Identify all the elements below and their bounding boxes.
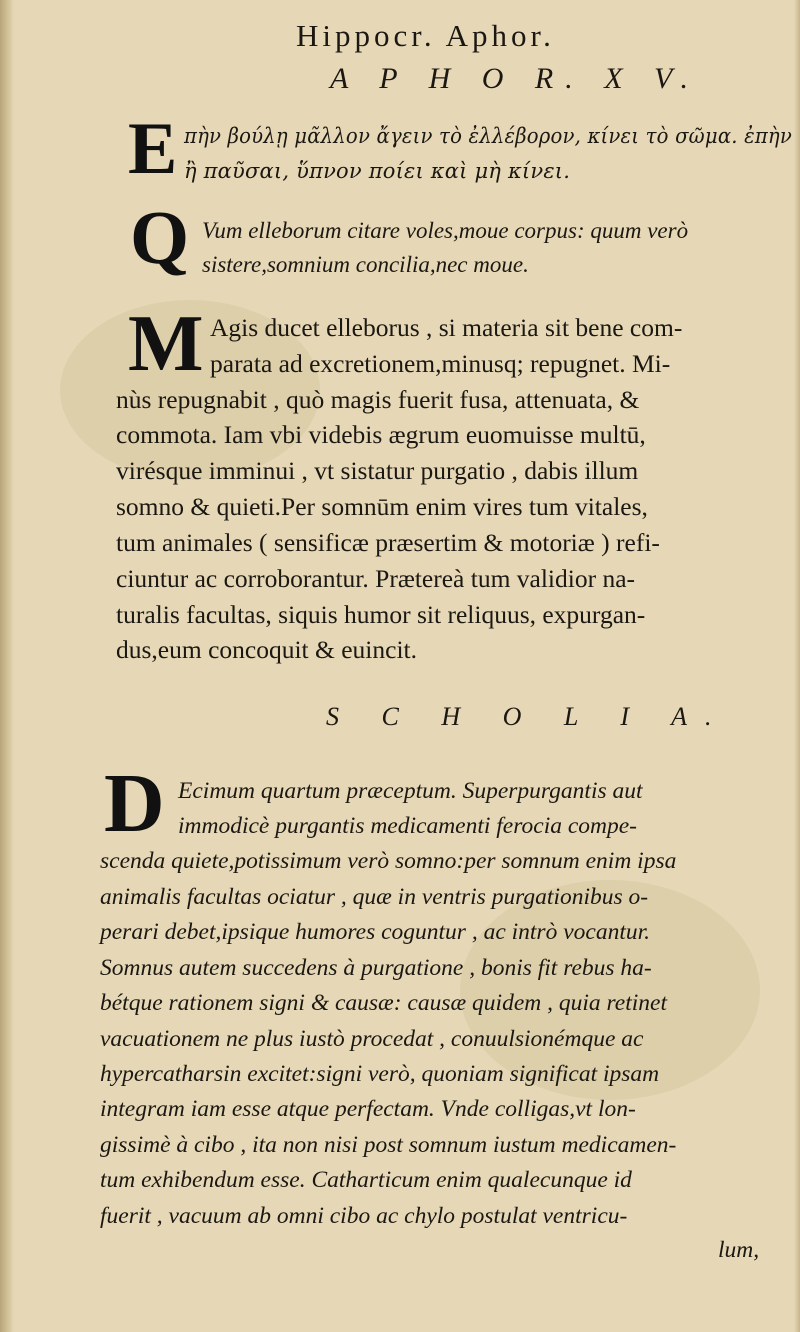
scholia-line: vacuationem ne plus iustò procedat , conuulsionémque ac <box>100 1026 644 1052</box>
scholia-line: tum exhibendum esse. Catharticum enim qualecunque id <box>100 1167 632 1193</box>
commentary-line: Agis ducet elleborus , si materia sit bene com- <box>210 313 683 342</box>
scholia-line: perari debet,ipsique humores coguntur , ac intrò vocantur. <box>100 919 651 945</box>
scholia-line: Ecimum quartum præceptum. Superpurgantis aut <box>178 778 643 804</box>
scholia-line: bétque rationem signi & causæ: causæ quidem , quia retinet <box>100 990 667 1016</box>
commentary-line: parata ad excretionem,minusq; repugnet. Mi- <box>210 349 671 378</box>
scholia-heading: S C H O L I A. <box>326 702 730 731</box>
drop-cap-greek: E <box>128 108 178 190</box>
page-gutter-shadow <box>0 0 14 1332</box>
commentary-line: nùs repugnabit , quò magis fuerit fusa, attenuata, & <box>116 385 640 414</box>
commentary-line: somno & quieti.Per somnūm enim vires tum vitales, <box>116 492 648 521</box>
commentary-line: turalis facultas, siquis humor sit reliquus, expurgan- <box>116 600 646 629</box>
commentary-line: commota. Iam vbi videbis ægrum euomuisse multū, <box>116 420 646 449</box>
page-edge <box>794 0 800 1332</box>
commentary-line: ciuntur ac corroborantur. Prætereà tum validior na- <box>116 564 636 593</box>
running-head: Hippocr. Aphor. <box>296 18 555 53</box>
commentary-line: dus,eum concoquit & euincit. <box>116 635 417 664</box>
scholia-line: fuerit , vacuum ab omni cibo ac chylo postulat ventricu- <box>100 1203 628 1229</box>
greek-line: ἢ παῦσαι, ὕπνον ποίει καὶ μὴ κίνει. <box>184 159 571 183</box>
scholia-line: animalis facultas ociatur , quæ in ventris purgationibus o- <box>100 884 649 910</box>
commentary-line: virésque imminui , vt sistatur purgatio , dabis illum <box>116 456 639 485</box>
scholia-line: immodicè purgantis medicamenti ferocia compe- <box>178 813 638 839</box>
scholia-catchword: lum, <box>718 1237 760 1263</box>
drop-cap-latin: Q <box>130 196 190 280</box>
aphorism-title: A P H O R. X V. <box>330 62 701 95</box>
latin-line: Vum elleborum citare voles,moue corpus: quum verò <box>202 218 689 243</box>
commentary-line: tum animales ( sensificæ præsertim & motoriæ ) refi- <box>116 528 660 557</box>
scholia-line: hypercatharsin excitet:signi verò, quoniam significat ipsam <box>100 1061 660 1087</box>
scholia-line: scenda quiete,potissimum verò somno:per somnum enim ipsa <box>100 848 677 874</box>
scholia-line: Somnus autem succedens à purgatione , bonis fit rebus ha- <box>100 955 652 981</box>
drop-cap-commentary: M <box>128 300 204 388</box>
scholia-line: integram iam esse atque perfectam. Vnde colligas,vt lon- <box>100 1096 636 1122</box>
greek-line: πὴν βούλῃ μᾶλλον ἄγειν τὸ ἐλλέβορον, κίνει τὸ σῶμα. ἐπὴν <box>184 124 793 148</box>
latin-line: sistere,somnium concilia,nec moue. <box>202 252 529 277</box>
scholia-line: gissimè à cibo , ita non nisi post somnum iustum medicamen- <box>100 1132 677 1158</box>
drop-cap-scholia: D <box>104 757 165 850</box>
